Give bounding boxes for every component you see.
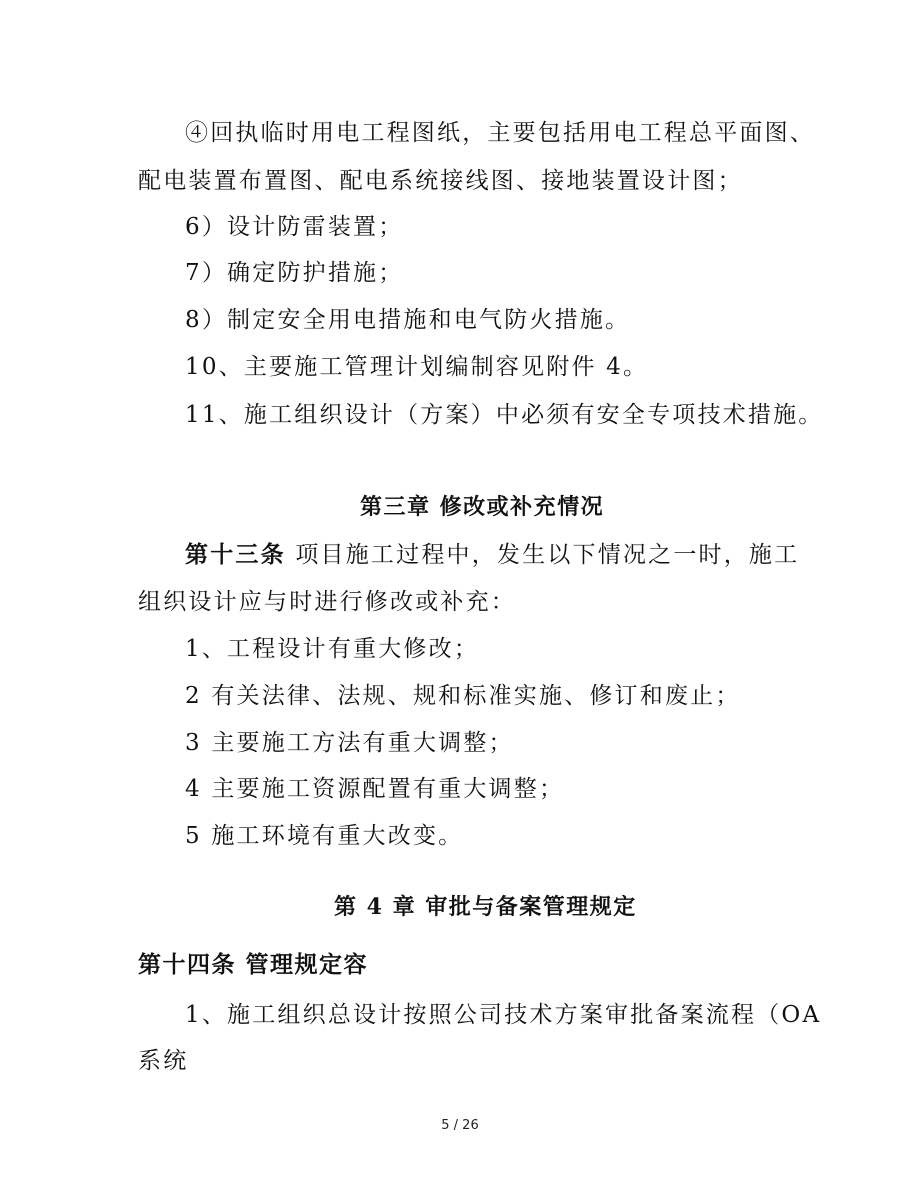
paragraph-protection: 7）确定防护措施； (185, 260, 404, 286)
paragraph-special-measures: 11、施工组织设计（方案）中必须有安全专项技术措施。 (185, 402, 824, 428)
paragraph-lightning: 6）设计防雷装置； (185, 214, 404, 240)
list-item: 3 主要施工方法有重大调整； (185, 730, 514, 756)
article13-label: 第十三条 (185, 541, 286, 568)
article14-title: 第十四条 管理规定容 (138, 951, 369, 978)
article13-paragraph (185, 540, 799, 570)
article13-text: 项目施工过程中，发生以下情况之一时，施工 (285, 542, 800, 568)
page-number: 5 / 26 (441, 1118, 479, 1133)
paragraph-safety: 8）制定安全用电措施和电气防火措施。 (185, 307, 631, 333)
article14-item1-cont: 系统 (138, 1048, 189, 1074)
chapter4-title: 第 4 章 审批与备案管理规定 (334, 894, 637, 920)
paragraph-drawings-cont: 配电装置布置图、配电系统接线图、接地装置设计图； (138, 168, 743, 194)
article14-item1: 1、施工组织总设计按照公司技术方案审批备案流程（OA (185, 1002, 822, 1028)
chapter3-title: 第三章 修改或补充情况 (360, 494, 605, 520)
list-item: 5 施工环境有重大改变。 (185, 823, 464, 849)
list-item: 4 主要施工资源配置有重大调整； (185, 776, 565, 802)
list-item: 1、工程设计有重大修改； (185, 636, 480, 662)
paragraph-drawings: ④回执临时用电工程图纸，主要包括用电工程总平面图、 (185, 120, 815, 146)
article13-paragraph-cont: 组织设计应与时进行修改或补充： (138, 589, 516, 615)
list-item: 2 有关法律、法规、规和标准实施、修订和废止； (185, 683, 741, 709)
paragraph-management-plan: 10、主要施工管理计划编制容见附件 4。 (185, 354, 649, 380)
